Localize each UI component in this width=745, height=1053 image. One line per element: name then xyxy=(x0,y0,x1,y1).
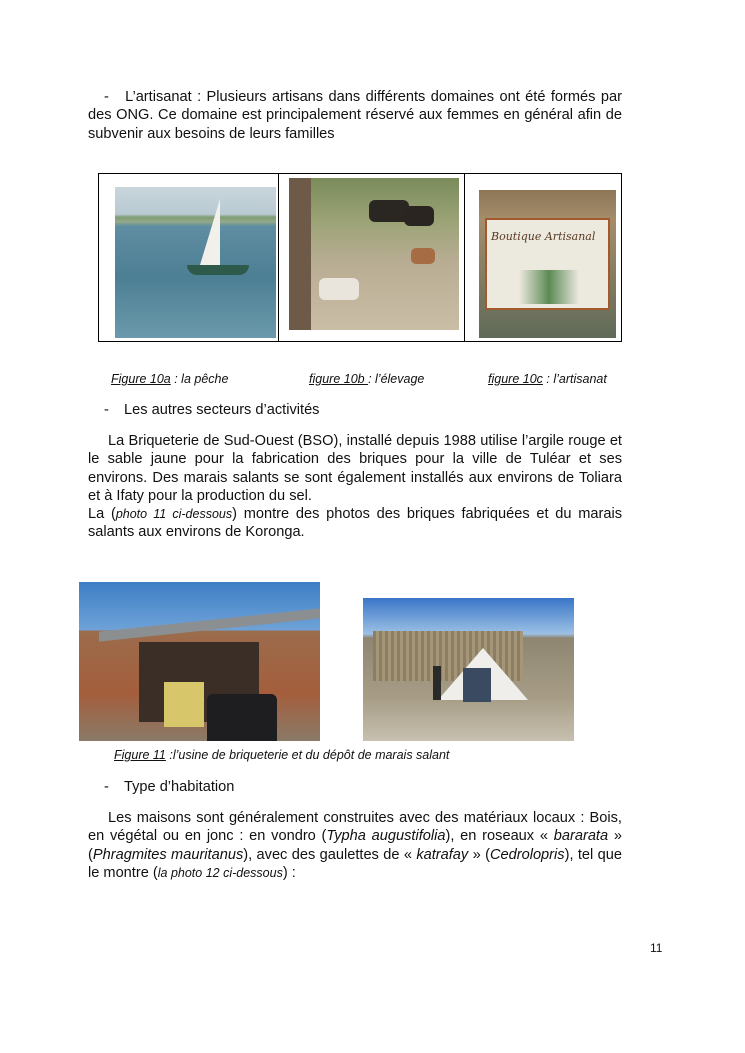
page-number: 11 xyxy=(650,941,663,955)
heading-autres-secteurs: - Les autres secteurs d’activités xyxy=(104,402,320,418)
caption-figure-10b: figure 10b : l’élevage xyxy=(309,372,425,386)
photo-fishing-boat xyxy=(115,187,276,338)
paragraph-photo11: La (photo 11 ci-dessous) montre des photos des briques fabriquées et du marais salants aux environs de Koronga. xyxy=(88,506,623,541)
photo-livestock xyxy=(289,178,459,330)
photo-brick-factory xyxy=(79,582,320,741)
artisanat-text: L’artisanat : Plusieurs artisans dans différents domaines ont été formés par des ONG. Ce domaine est principalement réservé aux femmes en général afin de subvenir aux besoins de leurs familles xyxy=(88,89,622,142)
caption-figure-10a: Figure 10a : la pêche xyxy=(111,372,229,386)
photo-artisan-shop-sign xyxy=(479,190,616,338)
bullet-dash: - xyxy=(104,89,109,105)
heading-type-habitation: - Type d’habitation xyxy=(104,779,235,795)
paragraph-maisons: Les maisons sont généralement construites avec des matériaux locaux : Bois, en végétal ou en jonc : en vondro (Typha augustifolia), en roseaux « bararata » (Phragmites mauritanus), avec des gaulettes de « katrafay » (Cedrolopris), tel que le montre (la photo 12 ci-dessous) : xyxy=(88,810,622,881)
photo-salt-depot xyxy=(363,598,574,741)
caption-figure-10c: figure 10c : l’artisanat xyxy=(488,372,607,386)
artisanat-paragraph xyxy=(88,88,622,143)
caption-figure-11: Figure 11 :l’usine de briqueterie et du dépôt de marais salant xyxy=(114,748,450,762)
sign-lettering: Boutique Artisanal xyxy=(491,230,596,243)
paragraph-bso: La Briqueterie de Sud-Ouest (BSO), installé depuis 1988 utilise l’argile rouge et le sable jaune pour la fabrication des briques pour la ville de Tuléar et ses environs. Des marais salants se sont également installés aux environs de Toliara et à Ifaty pour la production du sel. xyxy=(88,433,622,504)
